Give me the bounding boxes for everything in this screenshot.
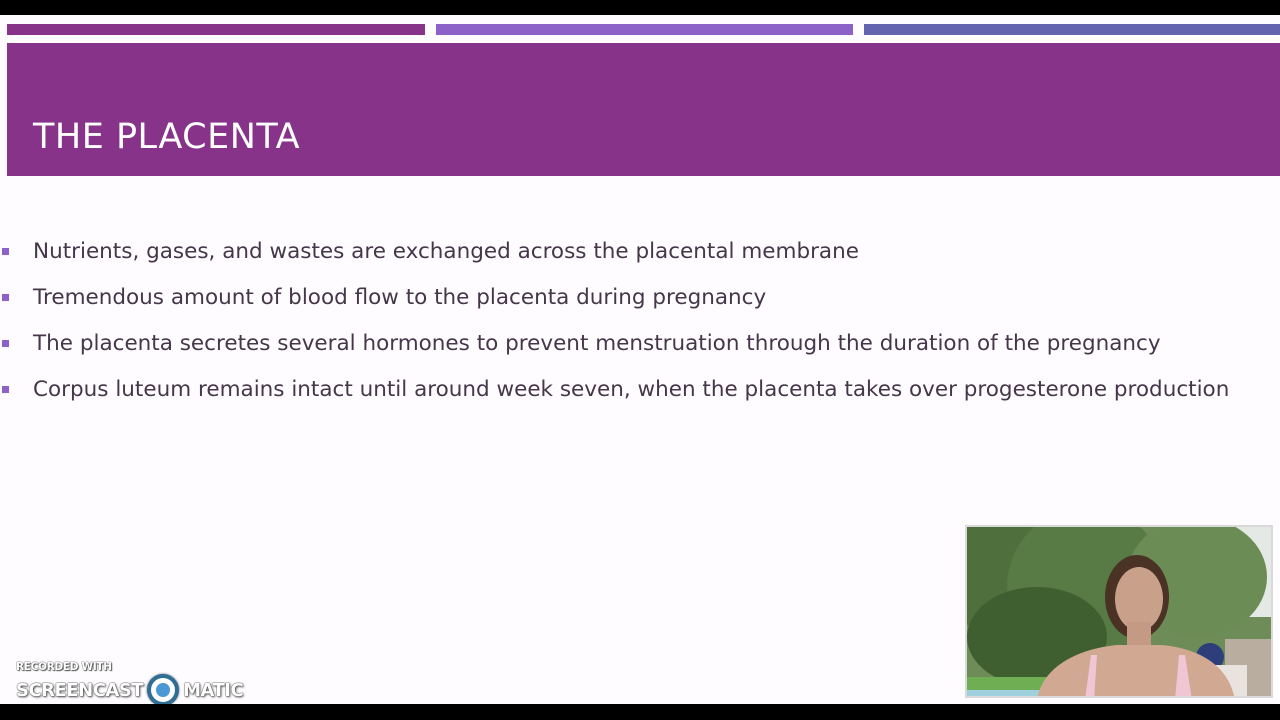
accent-bar-3 [864,24,1280,35]
watermark-recorded-with: RECORDED WITH [16,661,112,673]
watermark-brand-right: MATIC [183,679,244,701]
webcam-video-frame [967,527,1273,698]
webcam-overlay [965,525,1273,698]
screencast-o-matic-logo-icon [147,674,179,706]
bullet-text: Corpus luteum remains intact until around week seven, when the placenta takes over progesterone production [33,376,1230,402]
bullet-item [0,274,1229,320]
bullet-item [0,366,1229,412]
square-bullet-icon [2,386,9,393]
bullet-text: The placenta secretes several hormones to prevent menstruation through the duration of the pregnancy [33,330,1161,356]
screencast-o-matic-watermark [16,661,243,706]
bullet-item [0,228,1229,274]
letterbox-bottom [0,704,1280,720]
square-bullet-icon [2,340,9,347]
bullet-item [0,320,1229,366]
square-bullet-icon [2,248,9,255]
watermark-brand-left: SCREENCAST [16,679,144,701]
bullet-text: Tremendous amount of blood flow to the placenta during pregnancy [33,284,767,310]
bullet-list [0,228,1229,412]
title-band [7,43,1280,176]
square-bullet-icon [2,294,9,301]
bullet-text: Nutrients, gases, and wastes are exchanged across the placental membrane [33,238,859,264]
accent-bar-2 [436,24,853,35]
accent-bar-1 [7,24,425,35]
slide-title: THE PLACENTA [33,117,301,157]
letterbox-top [0,0,1280,15]
